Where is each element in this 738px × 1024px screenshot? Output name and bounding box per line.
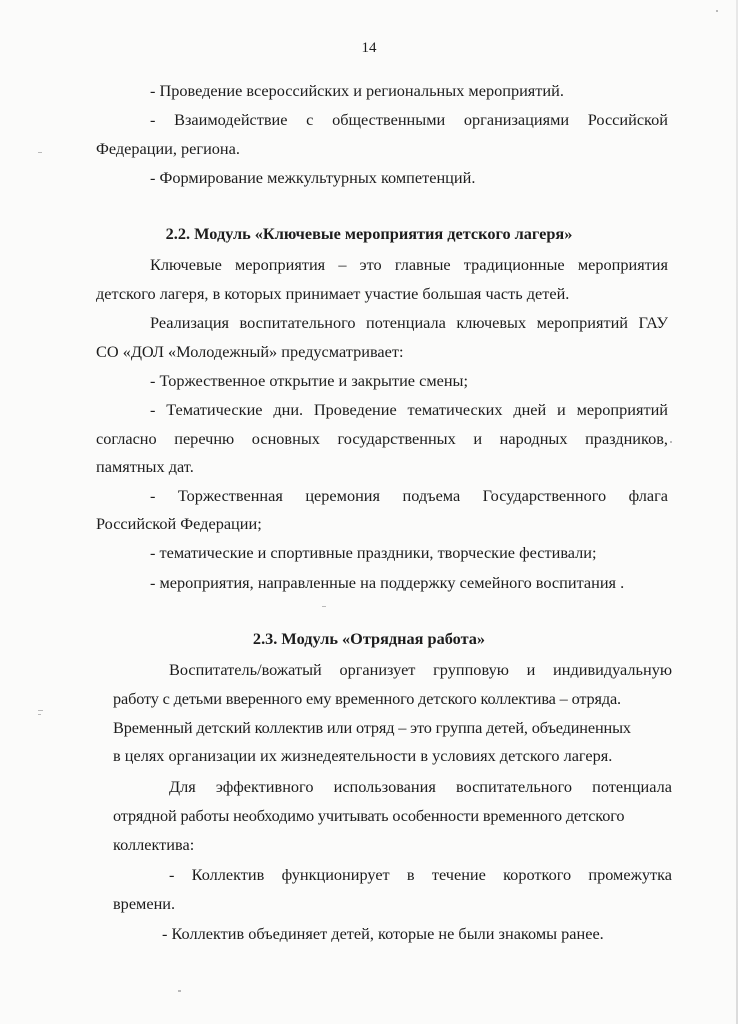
s23-line-7: коллектива: [113,835,195,854]
s23-line-10: - Коллектив объединяет детей, которые не были знакомы ранее. [162,924,604,943]
scan-speck [322,606,326,607]
s22-line-8: памятных дат. [96,457,194,476]
s22-line-10: Российской Федерации; [96,514,262,533]
scan-speck [38,714,41,715]
scan-speck [38,152,42,153]
s22-line-2: детского лагеря, в которых принимает участие большая часть детей. [96,284,570,303]
scan-speck [178,990,181,992]
s22-line-11: - тематические и спортивные праздники, творческие фестивали; [150,543,597,562]
section-2-2-title: 2.2. Модуль «Ключевые мероприятия детского лагеря» [165,224,573,243]
s23-line-1: Воспитатель/вожатый организует групповую и индивидуальную [169,660,672,679]
s22-line-1: Ключевые мероприятия – это главные традиционные мероприятия [150,255,668,274]
s23-line-3: Временный детский коллектив или отряд – это группа детей, объединенных [113,718,631,737]
scan-speck [670,441,672,443]
intro-item-1: - Проведение всероссийских и региональных мероприятий. [150,81,564,100]
s23-line-9: времени. [113,894,176,913]
s22-line-6: - Тематические дни. Проведение тематических дней и мероприятий [150,400,668,419]
intro-item-2: - Взаимодействие с общественными организациями Российской [150,110,668,129]
s23-line-6: отрядной работы необходимо учитывать особенности временного детского [113,806,625,825]
s23-line-2: работу с детьми вверенного ему временного детского коллектива – отряда. [113,689,621,708]
s22-line-3: Реализация воспитательного потенциала ключевых мероприятий ГАУ [150,313,668,332]
s23-line-4: в целях организации их жизнедеятельности в условиях детского лагеря. [113,746,613,765]
page-number: 14 [361,40,377,56]
scan-speck [38,710,43,711]
s22-line-7: согласно перечню основных государственных и народных праздников, [96,429,668,448]
section-2-3-title: 2.3. Модуль «Отрядная работа» [252,629,486,648]
s22-line-4: СО «ДОЛ «Молодежный» предусматривает: [96,342,404,361]
s22-line-9: - Торжественная церемония подъема Государственного флага [150,486,668,505]
s23-line-8: - Коллектив функционирует в течение короткого промежутка [169,865,672,884]
intro-item-2-cont: Федерации, региона. [96,139,240,158]
intro-item-3: - Формирование межкультурных компетенций. [150,168,476,187]
s22-line-5: - Торжественное открытие и закрытие смены; [150,371,469,390]
s23-line-5: Для эффективного использования воспитательного потенциала [169,777,672,796]
s22-line-12: - мероприятия, направленные на поддержку семейного воспитания . [150,573,625,592]
scan-speck [716,10,718,12]
